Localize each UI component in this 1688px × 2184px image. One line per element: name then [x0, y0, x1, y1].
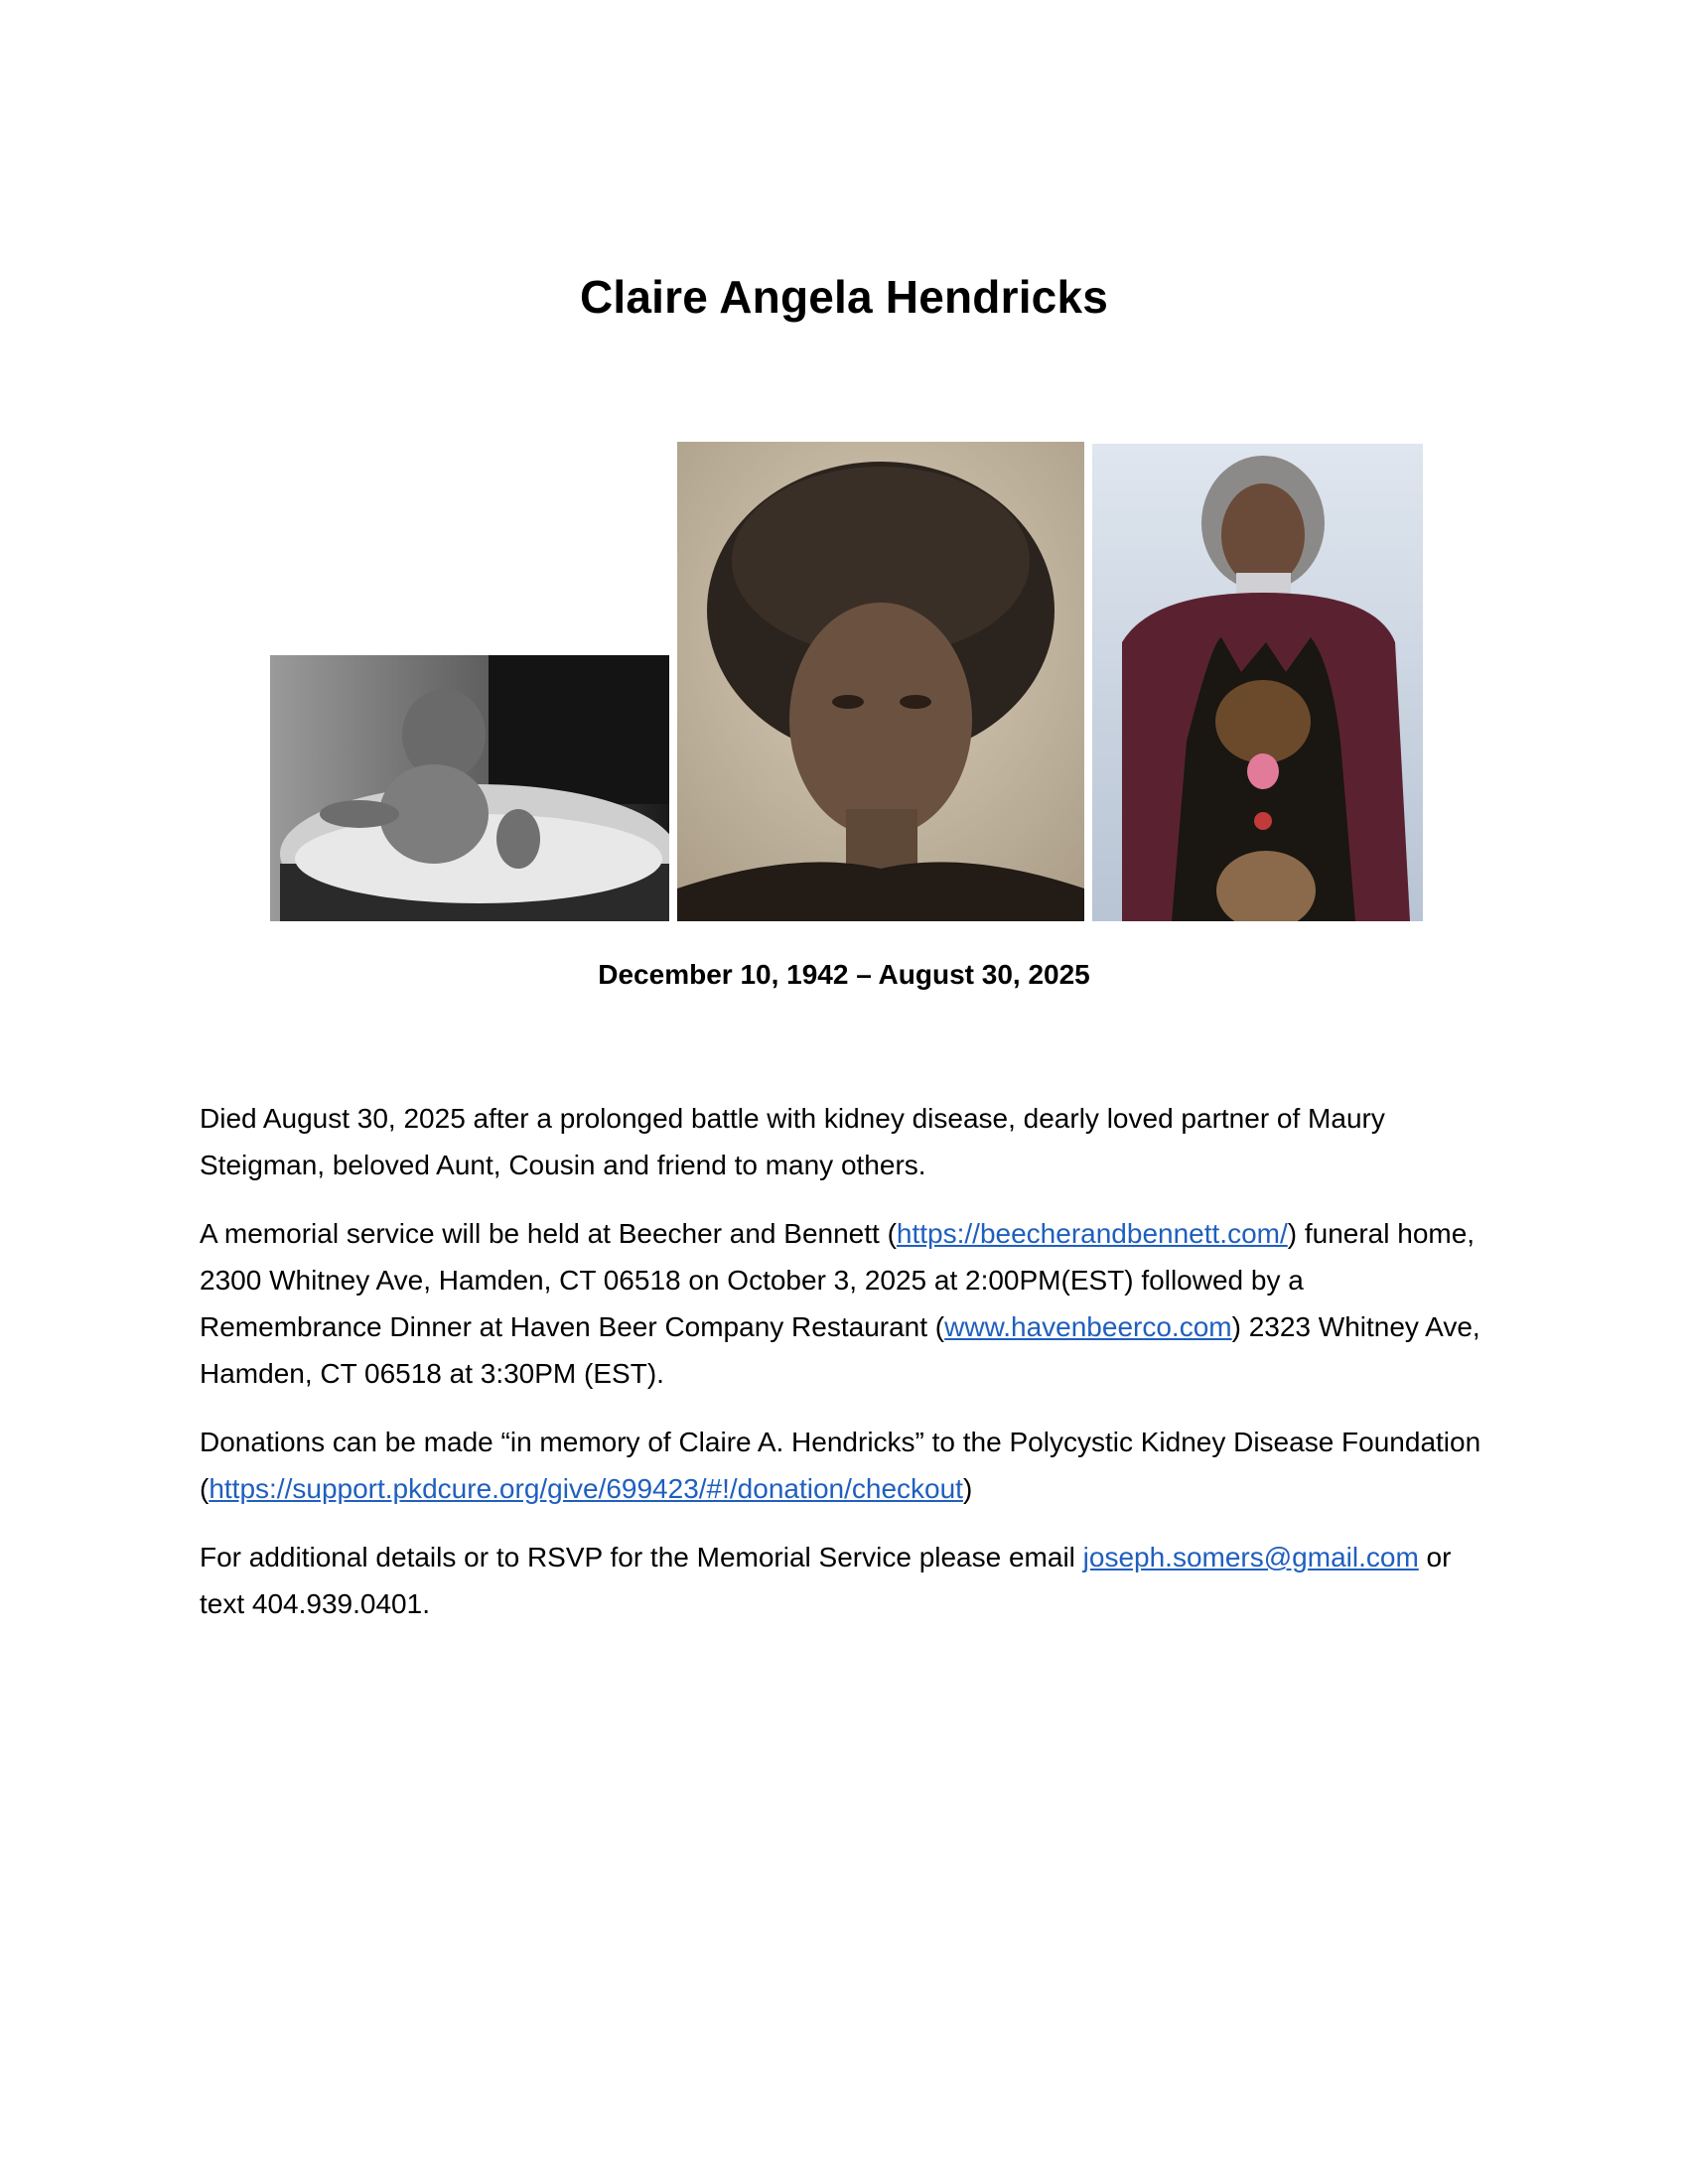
paragraph-text: ) funeral home, 2300 Whitney Ave, Hamden, CT 06518 on October 3, 2025 at 2:00PM(EST) followed by a Remembrance Dinner at Haven Beer Company Restaurant ( — [200, 1218, 1476, 1342]
obituary-body — [200, 1095, 1490, 1649]
obituary-title: Claire Angela Hendricks — [579, 271, 1109, 323]
paragraph-donations — [200, 1419, 1490, 1512]
portrait-photo — [677, 442, 1084, 921]
baby-photo — [270, 655, 669, 921]
restaurant-link[interactable]: www.havenbeerco.com — [944, 1311, 1232, 1342]
paragraph-text: ) 2323 Whitney Ave, Hamden, CT 06518 at 3:30PM (EST). — [200, 1311, 1480, 1389]
paragraph-rsvp — [200, 1534, 1490, 1627]
donation-link[interactable]: https://support.pkdcure.org/give/699423/#!/donation/checkout — [209, 1473, 963, 1504]
paragraph-text: A memorial service will be held at Beecher and Bennett ( — [200, 1218, 897, 1249]
paragraph-text: Died August 30, 2025 after a prolonged battle with kidney disease, dearly loved partner of Maury Steigman, beloved Aunt, Cousin and friend to many others. — [200, 1103, 1385, 1180]
funeral-home-link[interactable]: https://beecherandbennett.com/ — [896, 1218, 1288, 1249]
life-dates: December 10, 1942 – August 30, 2025 — [598, 959, 1090, 990]
paragraph-text: ) — [962, 1473, 973, 1504]
paragraph-passing — [200, 1095, 1490, 1188]
paragraph-text: Donations can be made “in memory of Claire A. Hendricks” to the Polycystic Kidney Disease Foundation ( — [200, 1427, 1481, 1504]
email-link[interactable]: joseph.somers@gmail.com — [1082, 1542, 1419, 1572]
paragraph-memorial-service — [200, 1210, 1490, 1397]
paragraph-text: For additional details or to RSVP for the Memorial Service please email — [200, 1542, 1083, 1572]
paragraph-text: or text 404.939.0401. — [200, 1542, 1452, 1619]
woman-with-dog-photo — [1092, 444, 1423, 921]
